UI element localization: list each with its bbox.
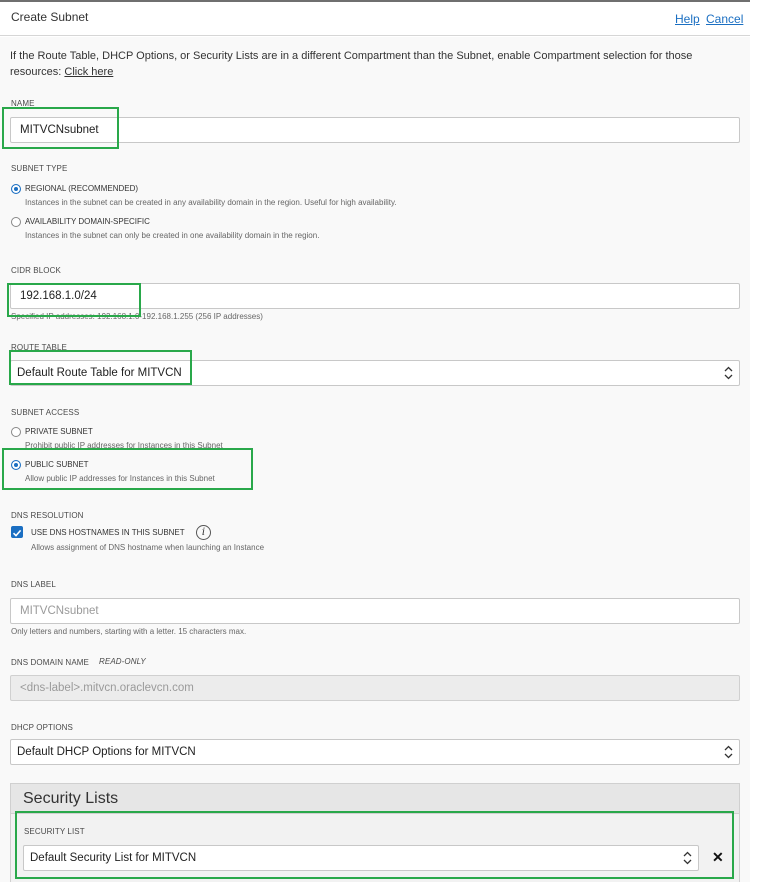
public-subnet-hint: Allow public IP addresses for Instances in this Subnet — [25, 474, 215, 483]
dns-domain-field: <dns-label>.mitvcn.oraclevcn.com — [10, 675, 740, 701]
highlight-security-list — [15, 811, 734, 879]
highlight-cidr — [7, 283, 141, 317]
chevron-updown-icon — [724, 365, 733, 381]
name-input[interactable]: MITVCNsubnet — [10, 117, 740, 143]
highlight-route-table — [9, 350, 192, 385]
name-label: NAME — [11, 99, 35, 108]
security-lists-title: Security Lists — [23, 790, 119, 807]
compartment-info — [10, 48, 740, 80]
radio-regional[interactable] — [11, 184, 21, 194]
help-link[interactable]: Help — [675, 12, 700, 26]
public-subnet-label: PUBLIC SUBNET — [25, 460, 89, 469]
dns-resolution-label: DNS RESOLUTION — [11, 511, 84, 520]
dhcp-options-label: DHCP OPTIONS — [11, 723, 73, 732]
chevron-updown-icon — [724, 744, 733, 760]
dns-label-hint: Only letters and numbers, starting with a letter. 15 characters max. — [11, 627, 247, 636]
compartment-info-text: If the Route Table, DHCP Options, or Security Lists are in a different Compartment than the Subnet, enable Compartment selection for those resources: — [10, 50, 693, 78]
dhcp-options-value: Default DHCP Options for MITVCN — [17, 746, 196, 758]
click-here-link[interactable]: Click here — [64, 66, 114, 78]
cidr-input[interactable]: 192.168.1.0/24 — [10, 283, 740, 309]
dns-hostnames-checkbox[interactable] — [11, 526, 23, 538]
security-list-label: SECURITY LIST — [24, 827, 85, 836]
security-list-value: Default Security List for MITVCN — [30, 852, 197, 864]
highlight-public-subnet — [2, 448, 253, 490]
cidr-label: CIDR BLOCK — [11, 266, 61, 275]
subnet-access-label: SUBNET ACCESS — [11, 408, 80, 417]
cancel-link[interactable]: Cancel — [706, 12, 744, 26]
radio-ad-specific[interactable] — [11, 217, 21, 227]
info-icon[interactable]: i — [196, 525, 211, 540]
radio-private-subnet[interactable] — [11, 427, 21, 437]
dns-label-label: DNS LABEL — [11, 580, 56, 589]
subnet-type-label: SUBNET TYPE — [11, 164, 68, 173]
dialog-header — [0, 0, 750, 36]
check-icon — [11, 527, 23, 539]
private-subnet-label: PRIVATE SUBNET — [25, 427, 93, 436]
dns-hostnames-hint: Allows assignment of DNS hostname when launching an Instance — [31, 543, 265, 552]
route-table-label: ROUTE TABLE — [11, 343, 67, 352]
dns-hostnames-label: USE DNS HOSTNAMES IN THIS SUBNET — [31, 528, 185, 537]
regional-hint: Instances in the subnet can be created in any availability domain in the region. Useful for high availability. — [25, 198, 397, 207]
ad-specific-label: AVAILABILITY DOMAIN-SPECIFIC — [25, 217, 150, 226]
dialog-title: Create Subnet — [11, 10, 89, 24]
route-table-value: Default Route Table for MITVCN — [17, 367, 182, 379]
dns-label-input[interactable]: MITVCNsubnet — [10, 598, 740, 624]
read-only-tag: READ-ONLY — [99, 657, 146, 666]
security-lists-header — [11, 784, 739, 814]
private-subnet-hint: Prohibit public IP addresses for Instances in this Subnet — [25, 441, 223, 450]
regional-label: REGIONAL (RECOMMENDED) — [25, 184, 139, 193]
ad-specific-hint: Instances in the subnet can only be created in one availability domain in the region. — [25, 231, 320, 240]
cidr-hint: Specified IP addresses: 192.168.1.0-192.168.1.255 (256 IP addresses) — [11, 312, 263, 321]
dhcp-options-select[interactable] — [10, 739, 740, 765]
remove-security-list-icon[interactable]: ✕ — [712, 849, 724, 865]
dns-domain-label: DNS DOMAIN NAME — [11, 658, 89, 667]
highlight-name — [2, 107, 119, 149]
